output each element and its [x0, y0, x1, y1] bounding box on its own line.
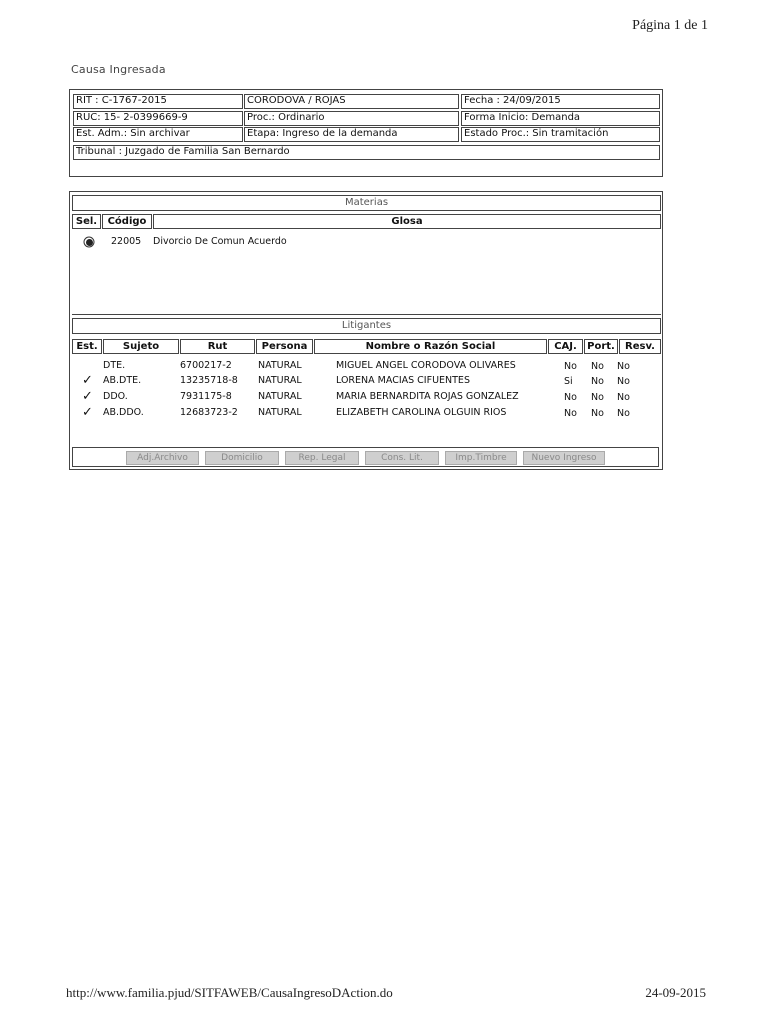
- materias-header: Materias: [72, 195, 661, 211]
- litigantes-col-est: Est.: [72, 339, 102, 354]
- litigante-resv: No: [617, 376, 630, 387]
- litigante-caj: Si: [564, 376, 573, 387]
- materias-col-glosa: Glosa: [153, 214, 661, 229]
- litigante-nombre: LORENA MACIAS CIFUENTES: [336, 375, 470, 386]
- litigantes-col-port: Port.: [584, 339, 618, 354]
- materias-col-sel: Sel.: [72, 214, 101, 229]
- litigante-resv: No: [617, 392, 630, 403]
- litigante-persona: NATURAL: [258, 407, 302, 418]
- litigante-sujeto: AB.DTE.: [103, 375, 142, 386]
- status-check-icon: ✓: [82, 373, 93, 388]
- ruc-field: RUC: 15- 2-0399669-9: [73, 111, 243, 126]
- footer-url: http://www.familia.pjud/SITFAWEB/CausaIngresoDAction.do: [66, 985, 393, 1000]
- litigante-nombre: MARIA BERNARDITA ROJAS GONZALEZ: [336, 391, 519, 402]
- litigante-resv: No: [617, 408, 630, 419]
- litigantes-col-nombre: Nombre o Razón Social: [314, 339, 547, 354]
- nuevo-ingreso-button[interactable]: Nuevo Ingreso: [523, 451, 605, 465]
- litigante-port: No: [591, 361, 604, 372]
- rit-field: RIT : C-1767-2015: [73, 94, 243, 109]
- est-adm-field: Est. Adm.: Sin archivar: [73, 127, 243, 142]
- litigante-port: No: [591, 392, 604, 403]
- status-check-icon: ✓: [82, 389, 93, 404]
- cons-lit-button[interactable]: Cons. Lit.: [365, 451, 439, 465]
- litigantes-col-persona: Persona: [256, 339, 313, 354]
- forma-inicio-field: Forma Inicio: Demanda: [461, 111, 660, 126]
- litigante-rut: 13235718-8: [180, 375, 238, 386]
- materia-codigo: 22005: [111, 236, 142, 247]
- litigante-persona: NATURAL: [258, 391, 302, 402]
- status-check-icon: ✓: [82, 405, 93, 420]
- caratula-field: CORODOVA / ROJAS: [244, 94, 459, 109]
- page-number: Página 1 de 1: [632, 18, 708, 33]
- litigante-caj: No: [564, 392, 577, 403]
- domicilio-button[interactable]: Domicilio: [205, 451, 279, 465]
- rep-legal-button[interactable]: Rep. Legal: [285, 451, 359, 465]
- litigante-caj: No: [564, 361, 577, 372]
- litigante-nombre: MIGUEL ANGEL CORODOVA OLIVARES: [336, 360, 516, 371]
- fecha-field: Fecha : 24/09/2015: [461, 94, 660, 109]
- litigante-sujeto: DDO.: [103, 391, 128, 402]
- litigante-rut: 7931175-8: [180, 391, 232, 402]
- imp-timbre-button[interactable]: Imp.Timbre: [445, 451, 517, 465]
- litigante-rut: 6700217-2: [180, 360, 232, 371]
- litigante-port: No: [591, 408, 604, 419]
- materias-col-codigo: Código: [102, 214, 152, 229]
- litigantes-col-rut: Rut: [180, 339, 255, 354]
- litigantes-header: Litigantes: [72, 318, 661, 334]
- litigante-resv: No: [617, 361, 630, 372]
- tribunal-field: Tribunal : Juzgado de Familia San Bernardo: [73, 145, 660, 160]
- litigantes-col-caj: CAJ.: [548, 339, 583, 354]
- litigante-rut: 12683723-2: [180, 407, 238, 418]
- page-title: Causa Ingresada: [71, 63, 166, 76]
- select-radio-icon[interactable]: [83, 236, 95, 248]
- etapa-field: Etapa: Ingreso de la demanda: [244, 127, 459, 142]
- litigante-caj: No: [564, 408, 577, 419]
- litigante-persona: NATURAL: [258, 375, 302, 386]
- litigantes-col-sujeto: Sujeto: [103, 339, 179, 354]
- materias-divider: [72, 314, 661, 315]
- litigante-persona: NATURAL: [258, 360, 302, 371]
- estado-proc-field: Estado Proc.: Sin tramitación: [461, 127, 660, 142]
- litigante-port: No: [591, 376, 604, 387]
- adj-archivo-button[interactable]: Adj.Archivo: [126, 451, 199, 465]
- litigante-sujeto: AB.DDO.: [103, 407, 144, 418]
- footer-date: 24-09-2015: [645, 985, 706, 1000]
- litigantes-col-resv: Resv.: [619, 339, 661, 354]
- litigante-sujeto: DTE.: [103, 360, 126, 371]
- litigante-nombre: ELIZABETH CAROLINA OLGUIN RIOS: [336, 407, 507, 418]
- proc-field: Proc.: Ordinario: [244, 111, 459, 126]
- materia-glosa: Divorcio De Comun Acuerdo: [153, 236, 287, 247]
